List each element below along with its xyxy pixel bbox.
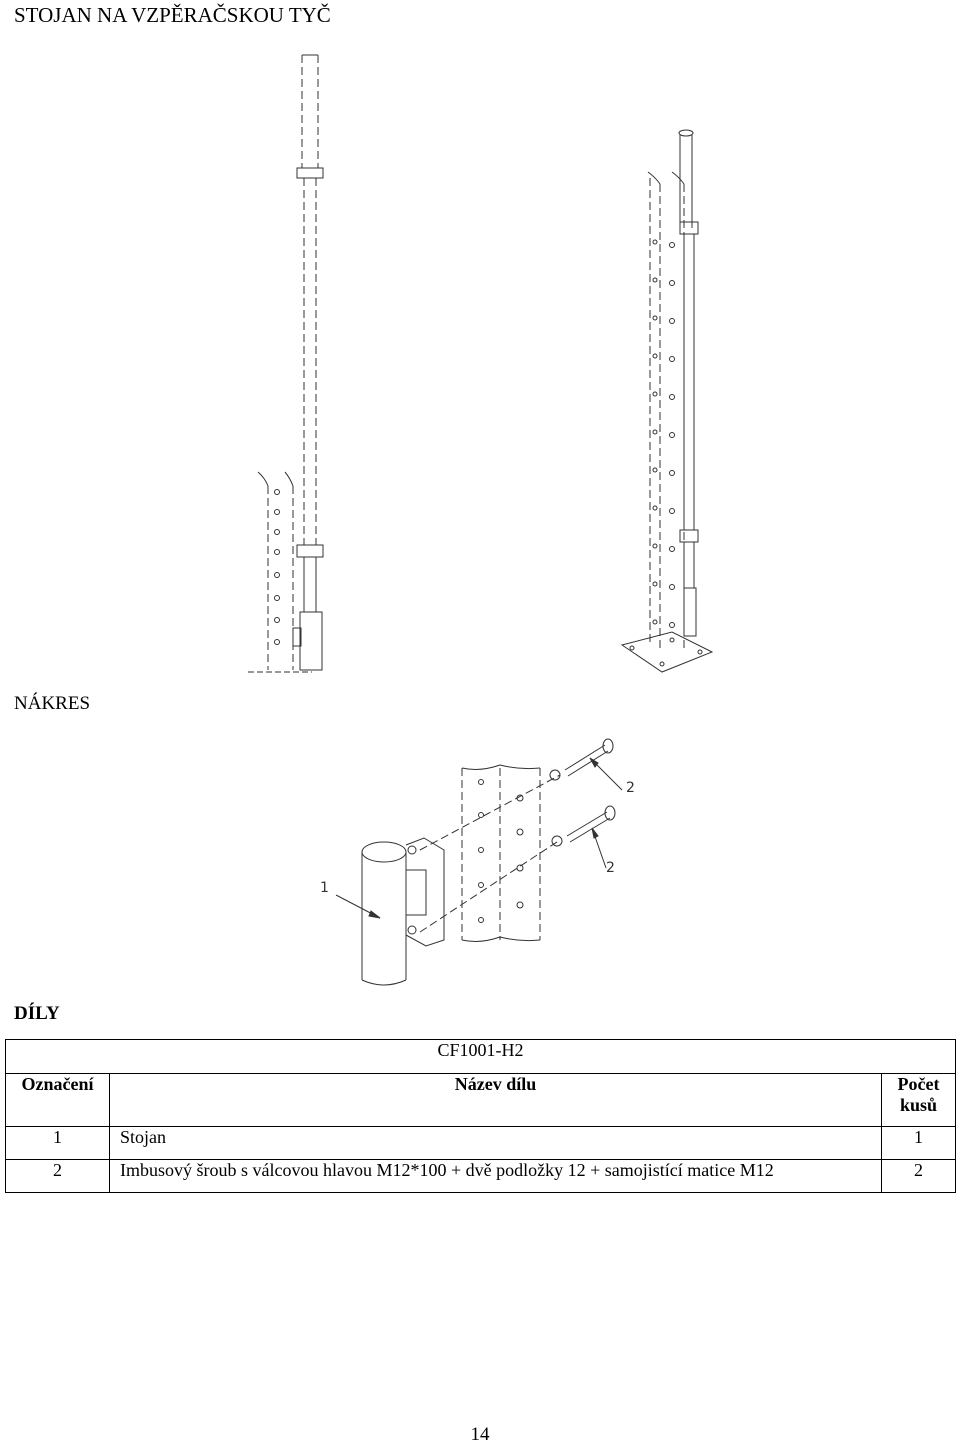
callout-label: 2: [626, 780, 635, 796]
header-count: [882, 1074, 956, 1127]
callout-label: 1: [320, 880, 329, 896]
table-row: [6, 1127, 956, 1160]
header-count-line1: Počet: [897, 1074, 940, 1094]
exploded-detail-drawing: [336, 739, 622, 985]
header-count-line2: kusů: [899, 1095, 938, 1115]
cell-name: Imbusový šroub s válcovou hlavou M12*100 + dvě podložky 12 + samojistící matice M12: [110, 1160, 882, 1193]
table-header-row: [6, 1074, 956, 1127]
cell-count: 2: [882, 1160, 956, 1193]
page-title: STOJAN NA VZPĚRAČSKOU TYČ: [14, 3, 331, 27]
side-view-drawing: [248, 55, 323, 672]
callout-label: 2: [606, 860, 615, 876]
table-row: [6, 1160, 956, 1193]
header-mark: Označení: [6, 1074, 110, 1127]
header-name: Název dílu: [110, 1074, 882, 1127]
section-heading-parts: DÍLY: [14, 1003, 60, 1024]
assembly-view-drawing: [622, 130, 712, 672]
section-heading-drawing: NÁKRES: [14, 693, 91, 714]
cell-mark: 1: [6, 1127, 110, 1160]
table-row: [6, 1040, 956, 1074]
cell-mark: 2: [6, 1160, 110, 1193]
page-number: 14: [470, 1424, 490, 1445]
cell-count: 1: [882, 1127, 956, 1160]
cell-name: Stojan: [110, 1127, 882, 1160]
product-code: CF1001-H2: [6, 1040, 956, 1074]
parts-table: [5, 1039, 956, 1193]
